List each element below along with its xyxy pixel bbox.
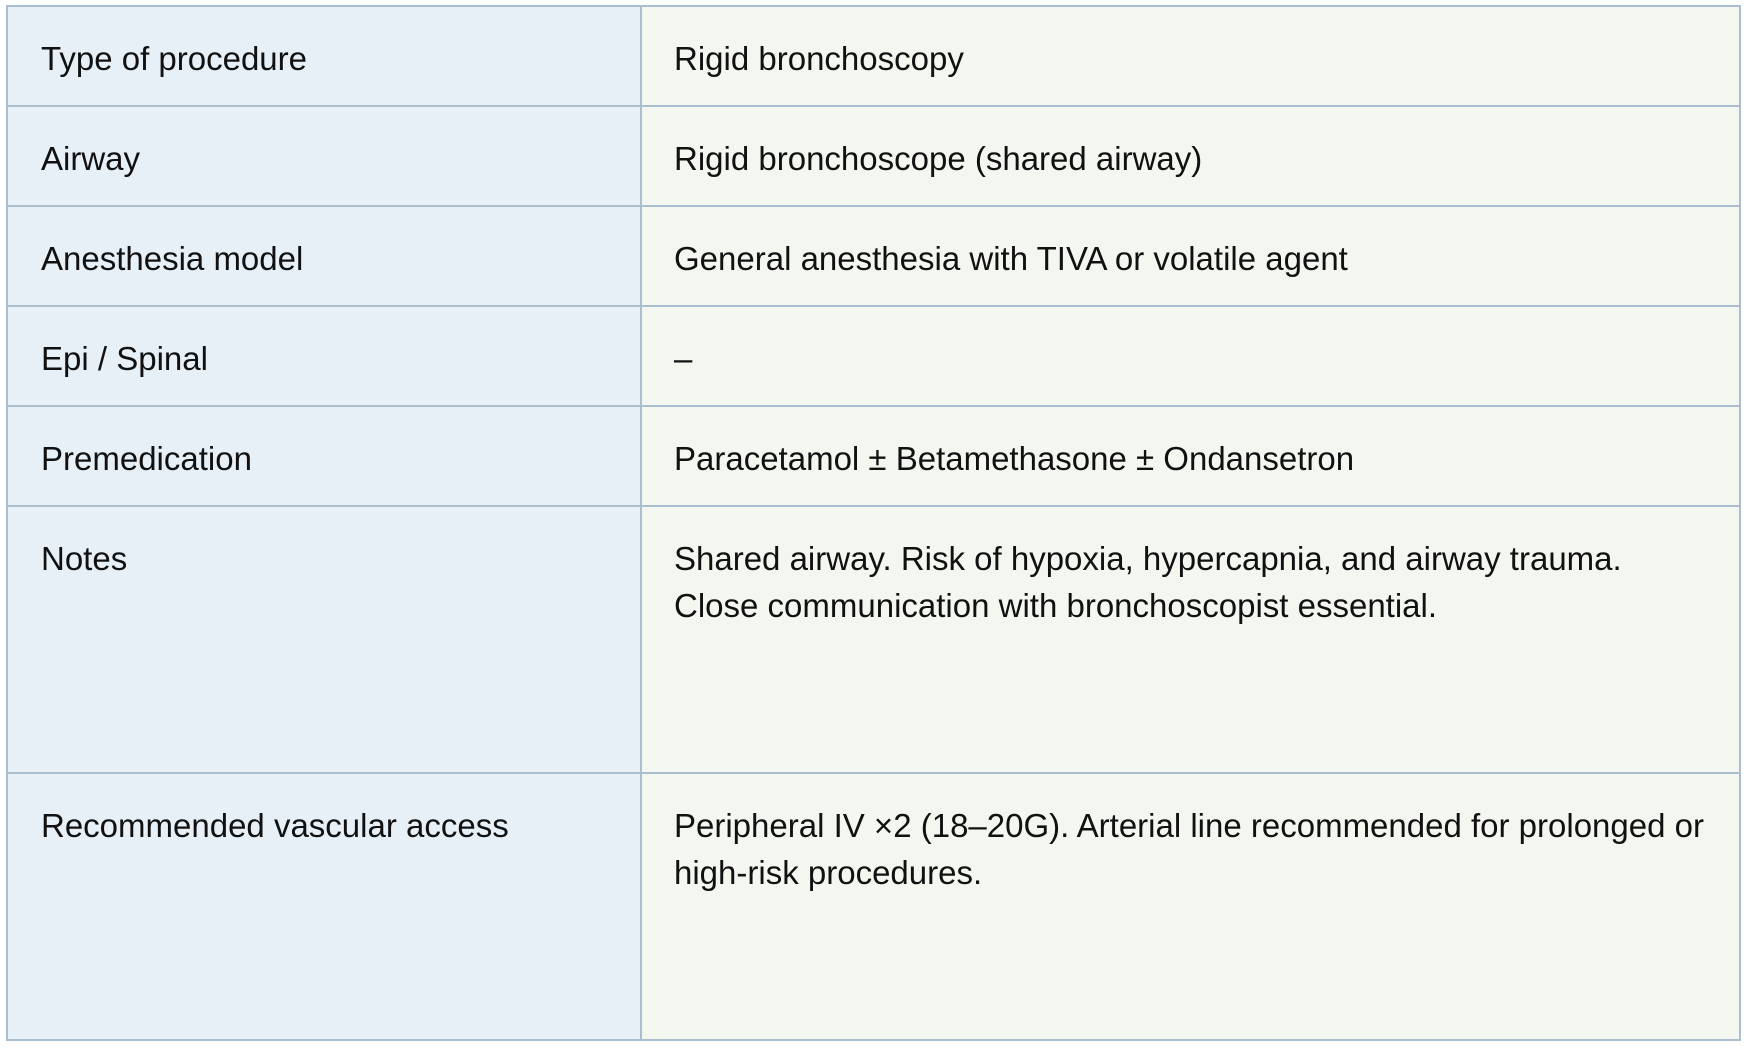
table-row: [7, 406, 1740, 506]
row-value: Shared airway. Risk of hypoxia, hypercapnia, and airway trauma. Close communication with bronchoscopist essential.: [641, 506, 1740, 773]
row-value: General anesthesia with TIVA or volatile agent: [641, 206, 1740, 306]
row-label: Epi / Spinal: [7, 306, 641, 406]
row-label: Airway: [7, 106, 641, 206]
table-row: [7, 306, 1740, 406]
row-label: Type of procedure: [7, 6, 641, 106]
table-row: [7, 773, 1740, 1040]
row-value: –: [641, 306, 1740, 406]
row-value: Peripheral IV ×2 (18–20G). Arterial line recommended for prolonged or high-risk procedures.: [641, 773, 1740, 1040]
row-value: Rigid bronchoscopy: [641, 6, 1740, 106]
row-label: Recommended vascular access: [7, 773, 641, 1040]
table-row: [7, 6, 1740, 106]
row-value: Paracetamol ± Betamethasone ± Ondansetron: [641, 406, 1740, 506]
row-value: Rigid bronchoscope (shared airway): [641, 106, 1740, 206]
row-label: Notes: [7, 506, 641, 773]
row-label: Anesthesia model: [7, 206, 641, 306]
table-row: [7, 206, 1740, 306]
table-row: [7, 506, 1740, 773]
procedure-info-table: [6, 5, 1741, 1041]
row-label: Premedication: [7, 406, 641, 506]
table-row: [7, 106, 1740, 206]
